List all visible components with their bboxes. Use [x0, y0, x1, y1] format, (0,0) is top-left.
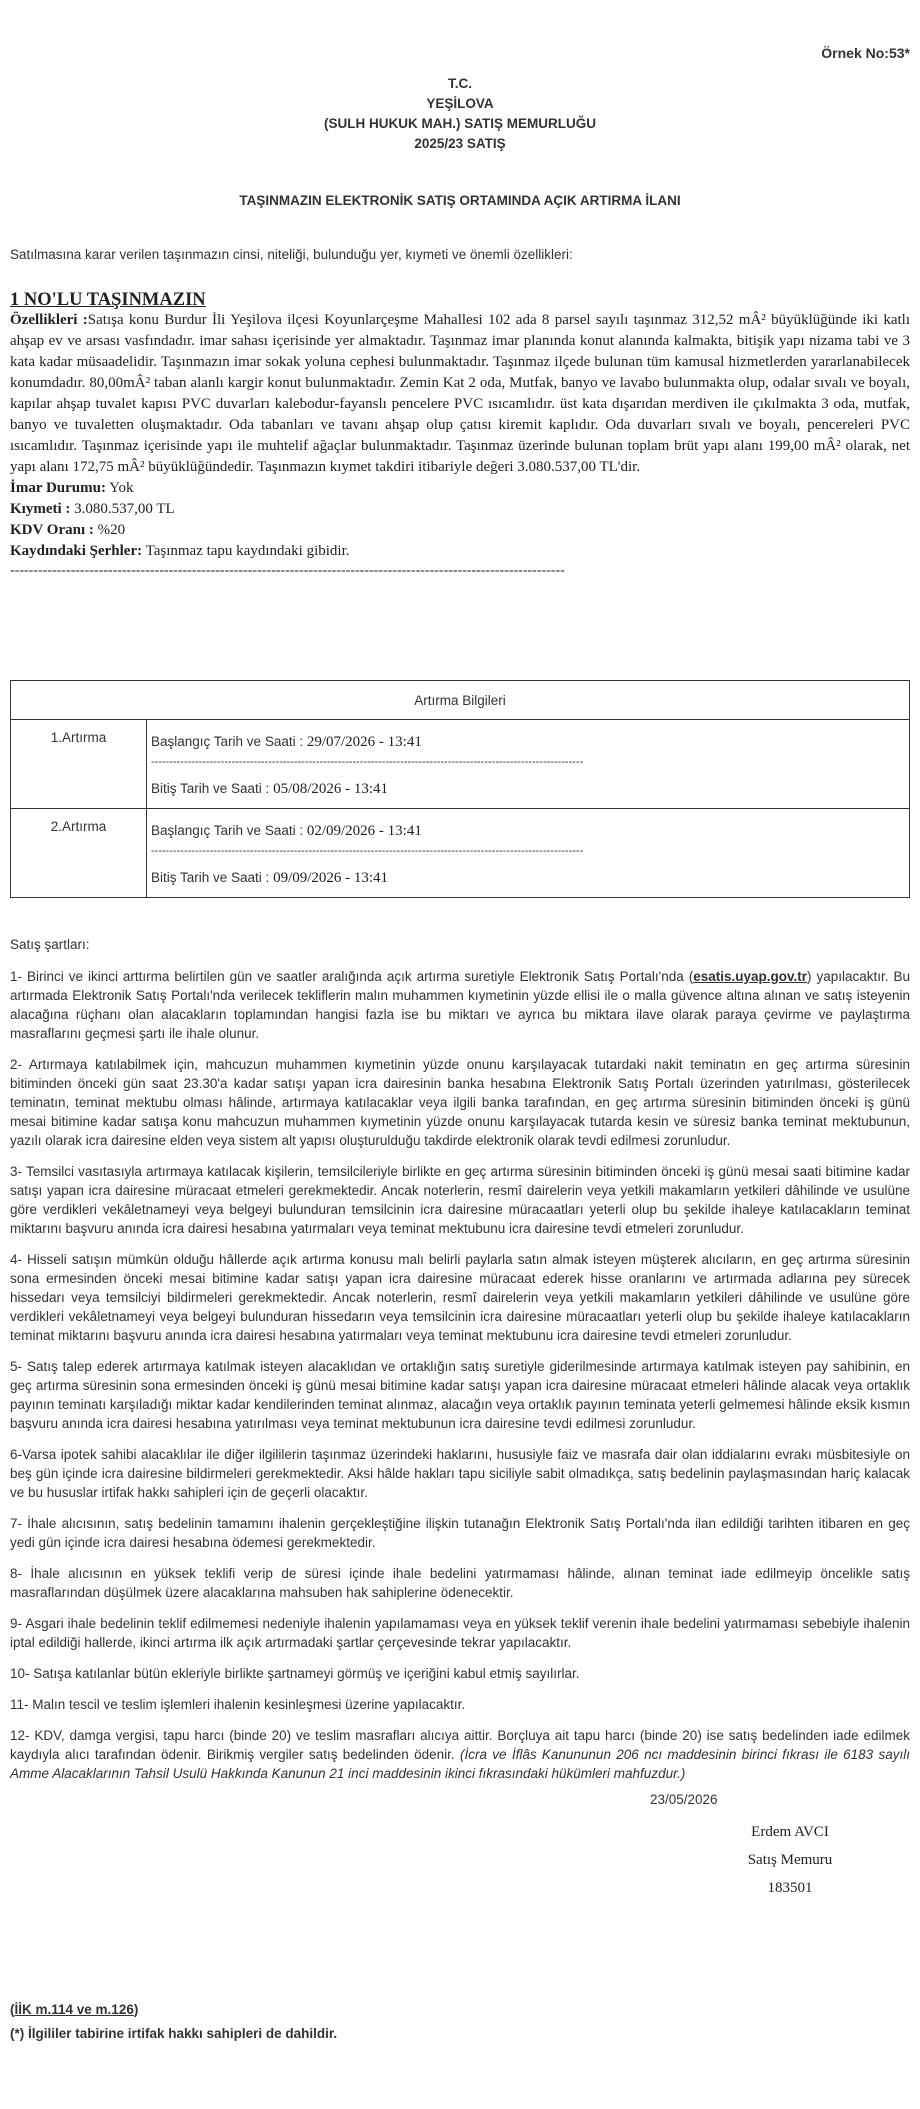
footnote-stakeholders: (*) İlgililer tabirine irtifak hakkı sahipleri de dahildir.: [10, 2026, 338, 2041]
zoning-label: İmar Durumu:: [10, 480, 106, 496]
condition-1-text-a: 1- Birinci ve ikinci arttırma belirtilen gün ve saatler aralığında açık artırma suretiyle Elektronik Satış Portalı'nda (: [10, 969, 694, 984]
auction-round-label: 2.Artırma: [11, 809, 147, 898]
property-title: 1 NO'LU TAŞINMAZIN: [10, 290, 206, 310]
condition-11: 11- Malın tescil ve teslim işlemleri ihalenin kesinleşmesi üzerine yapılacaktır.: [10, 1697, 466, 1712]
ornek-no: Örnek No:53*: [821, 45, 910, 61]
signer-number: 183501: [767, 1880, 813, 1896]
header-line-file: 2025/23 SATIŞ: [414, 136, 506, 151]
table-row: [11, 809, 910, 898]
auction-round-dates: [147, 720, 910, 809]
signature-date: 23/05/2026: [650, 1792, 718, 1807]
conditions-title: Satış şartları:: [10, 937, 90, 952]
vat-value: %20: [93, 522, 126, 538]
condition-2: 2- Artırmaya katılabilmek için, mahcuzun muhammen kıymetinin yüzde onunu karşılayacak tutardaki nakit teminatın en geç artırma süresinin bitiminden önceki gün saat 23.30'a kadar satışı yapan icra dairesinin banka hesabına Elektronik Satış Portalı üzerinden yatırılması, gösterilecek teminatın, teminat mektubu olması hâlinde, artırmaya katılacaklar veya ilgili banka tarafından, en geç artırma süresinin bitiminden önceki iş günü mesai bitimine kadar satışa konu mahcuzun muhammen kıymetinin yüzde onunu karşılayacak tutarda kesin ve süresiz banka teminat mektubunun, yazılı olarak icra dairesine elden veya sistem alt yapısı oluşturulduğu takdirde elektronik olarak tevdi edilmesi zorunludur.: [10, 1057, 910, 1148]
condition-12-law-note: (İcra ve İflâs Kanununun 206 ncı maddesinin birinci fıkrası ile 6183 sayılı Amme Alacaklarının Tahsil Usulü Hakkında Kanunun 21 inci maddesinin ikinci fıkrasındaki hükümleri mahfuzdur.): [10, 1747, 911, 1781]
annotations-label: Kaydındaki Şerhler:: [10, 543, 143, 559]
value-amount: 3.080.537,00 TL: [70, 501, 175, 517]
zoning-value: Yok: [105, 480, 134, 496]
start-label: Başlangıç Tarih ve Saati :: [151, 734, 307, 749]
value-label: Kıymeti :: [10, 501, 71, 517]
law-ref-link[interactable]: İİK m.114 ve m.126: [14, 2002, 134, 2017]
header-line-office: (SULH HUKUK MAH.) SATIŞ MEMURLUĞU: [324, 116, 596, 131]
condition-12-text: 12- KDV, damga vergisi, tapu harcı (binde 20) ve teslim masrafları alıcıya aittir. Borçluya ait tapu harcı (binde 20) ise satış bedelinden iade edilmek kaydıyla alıcı tarafından ödenir. Birikmiş vergiler satış bedelinden ödenir.: [10, 1728, 910, 1762]
start-datetime: 02/09/2026 - 13:41: [306, 823, 422, 839]
vat-rate: [10, 520, 910, 541]
property-features: [10, 310, 910, 478]
end-label: Bitiş Tarih ve Saati :: [151, 870, 274, 885]
office-header: [10, 74, 910, 154]
condition-4: 4- Hisseli satışın mümkün olduğu hâllerde açık artırma konusu malı belirli paylarla satın almak isteyen müşterek alıcıların, en geç artırma süresinin sona ermesinden önceki mesai bitimine kadar satışı yapan icra dairesine müracaat ederek hisse oranlarını ve artırmada adlarına pey sürecek hissedarı veya temsilciyi bildirmeleri gerekmektedir. Ancak noterlerin, resmî dairelerin veya yetkili makamların yetkileri dâhilinde ve usulüne göre verdikleri vekâletnameyi veya belgeyi bulunduran hissedarın veya temsilcinin icra dairesine müracaatları yeterli olup bu şekilde ihaleye katılacakların teminat miktarını başvuru anında icra dairesi hesabına yatırmaları veya teminat mektubunu icra dairesine tevdi etmeleri zorunludur.: [10, 1252, 910, 1343]
auction-round-dates: [147, 809, 910, 898]
announcement-title: TAŞINMAZIN ELEKTRONİK SATIŞ ORTAMINDA AÇIK ARTIRMA İLANI: [239, 193, 681, 208]
date-separator: ----------------------------------------------------------------------------------------------------------------------: [151, 845, 584, 857]
auction-info-table: [10, 680, 910, 898]
property-section: [10, 290, 910, 580]
condition-8: 8- İhale alıcısının en yüksek teklifi verip de süresi içinde ihale bedelini yatırmaması hâlinde, alınan teminat iade edilmeyip öncelikle satış masraflarından düşülmek üzere alacaklarına mahsuben hak sahiplerine ödenecektir.: [10, 1566, 910, 1600]
paren-close: ): [133, 2002, 139, 2017]
footnote-law-ref: [10, 2002, 138, 2017]
signer-name: Erdem AVCI: [751, 1824, 829, 1840]
signer-title: Satış Memuru: [747, 1852, 833, 1868]
condition-3: 3- Temsilci vasıtasıyla artırmaya katılacak kişilerin, temsilcileriyle birlikte en geç artırma süresinin bitiminden önceki iş günü mesai saati bitimine kadar satışı yapan icra dairesine müracaat etmeleri gerekmektedir. Ancak noterlerin, resmî dairelerin veya yetkili makamların yetkileri dâhilinde ve usulüne göre verdikleri vekâletnameyi veya belgeyi bulunduran temsilcinin icra dairesine müracaatları yeterli olup bu şekilde ihaleye katılacakların teminat miktarını başvuru anında icra dairesi hesabına yatırmaları veya teminat mektubunu icra dairesine tevdi etmeleri zorunludur.: [10, 1164, 910, 1236]
condition-9: 9- Asgari ihale bedelinin teklif edilmemesi nedeniyle ihalenin yapılamaması veya en yüksek teklif verenin ihale bedelini yatırmaması sebebiyle ihalenin iptal edildiği hallerde, ikinci artırma ilk açık artırmadaki şartlar çerçevesinde tekrar yapılacaktır.: [10, 1616, 910, 1650]
intro-text: Satılmasına karar verilen taşınmazın cinsi, niteliği, bulunduğu yer, kıymeti ve önemli özellikleri:: [10, 247, 573, 262]
esatis-link[interactable]: esatis.uyap.gov.tr: [693, 969, 807, 984]
auction-table-header: Artırma Bilgileri: [11, 681, 910, 720]
property-value: [10, 499, 910, 520]
registry-annotations: [10, 541, 910, 562]
start-label: Başlangıç Tarih ve Saati :: [151, 823, 307, 838]
end-datetime: 05/08/2026 - 13:41: [273, 781, 389, 797]
vat-label: KDV Oranı :: [10, 522, 94, 538]
condition-5: 5- Satış talep ederek artırmaya katılmak isteyen alacaklıdan ve ortaklığın satış suretiyle giderilmesinde artırmaya katılmak isteyen pay sahibinin, en geç artırma süresinin sona ermesinden önceki iş günü mesai bitimine kadar satışı yapan icra dairesine müracaat etmeleri hâlinde alacak veya ortaklık payının teminatı karşıladığı miktar kadar kendilerinden teminat alınmaz, alacağın veya ortaklık payının teminata yeterli gelmemesi hâlinde eksik kısmın başvuru anında icra dairesi hesabına yatırılması veya teminat mektubunun icra dairesine tevdi edilmesi zorunludur.: [10, 1359, 910, 1431]
date-separator: ----------------------------------------------------------------------------------------------------------------------: [151, 756, 584, 768]
paren-open: (: [10, 2002, 15, 2017]
features-label: Özellikleri :: [10, 312, 88, 328]
condition-12: [10, 1726, 910, 1783]
condition-7: 7- İhale alıcısının, satış bedelinin tamamını ihalenin gerçekleştiğine ilişkin tutanağın Elektronik Satış Portalı'nda ilan edildiği tarihten itibaren en geç yedi gün içinde icra dairesi hesabına ödemesi gerekmektedir.: [10, 1516, 910, 1550]
header-line-town: YEŞİLOVA: [426, 96, 494, 111]
condition-1: [10, 967, 910, 1043]
condition-1-text-b: ) yapılacaktır. Bu artırmada Elektronik Satış Portalı'nda verilecek tekliflerin malın muhammen kıymetinin yüzde ellisi ile o malla güvence altına alınan ve satış isteyenin alacağına rüçhanı olan alacakların toplamından hangisi fazla ise bu miktarı ve ayrıca bu miktara ilave olarak paraya çevirme ve paylaştırma masraflarını geçmesi şartı ile ihale olunur.: [10, 969, 910, 1041]
end-datetime: 09/09/2026 - 13:41: [273, 870, 389, 886]
auction-round-label: 1.Artırma: [11, 720, 147, 809]
start-datetime: 29/07/2026 - 13:41: [306, 734, 422, 750]
sale-conditions: [10, 935, 910, 1795]
end-label: Bitiş Tarih ve Saati :: [151, 781, 274, 796]
zoning-status: [10, 478, 910, 499]
signature-block: [670, 1818, 910, 1902]
header-line-tc: T.C.: [447, 76, 472, 91]
annotations-value: Taşınmaz tapu kaydındaki gibidir.: [142, 543, 350, 559]
condition-6: 6-Varsa ipotek sahibi alacaklılar ile diğer ilgililerin taşınmaz üzerindeki haklarını, hususiyle faiz ve masrafa dair olan iddialarını evrakı müsbitesiyle on beş gün içinde icra dairesine bildirmeleri gerekmektedir. Aksi hâlde hakları tapu siciliyle sabit olmadıkça, satış bedelinin paylaşmasından hariç kalacak ve bu hususlar irtifak hakkı sahipleri için de geçerli olacaktır.: [10, 1447, 910, 1500]
features-text: Satışa konu Burdur İli Yeşilova ilçesi Koyunlarçeşme Mahallesi 102 ada 8 parsel sayılı taşınmaz 312,52 mÂ² büyüklüğünde iki katlı ahşap ev ve arsası vasfındadır. imar sahası içerisinde yer almaktadır. Taşınmaz imar planında konut alanında kalmakta, bitişik yapı nizama tabi ve 3 kata kadar müsaadelidir. Taşınmazın imar sokak yoluna cephesi bulunmaktadır. Taşınmaz ilçede bulunan tüm kamusal hizmetlerden yararlanabilecek konumdadır. 80,00mÂ² taban alanlı kargir konut bulunmaktadır. Zemin Kat 2 oda, Mutfak, banyo ve lavabo bulunmakta olup, odalar sıvalı ve boyalı, kapılar ahşap tuvalet kapısı PVC duvarları kalebodur-fayanslı pencelere PVC ısıcamlıdır. üst kata dışarıdan merdiven ile çıkılmakta 3 oda, mutfak, banyo ve tuvaletten oluşmaktadır. Oda tabanları ve tavanı ahşap olup çatısı kiremit kaplıdır. Oda duvarları sıvalı ve boyalı, pencereleri PVC ısıcamlıdır. Taşınmaz içerisinde yapı ile muhtelif ağaçlar bulunmaktadır. Taşınmaz üzerinde bulunan toplam brüt yapı alanı 199,00 mÂ² olarak, net yapı alanı 172,75 mÂ² büyüklüğündedir. Taşınmazın kıymet takdiri itibariyle değeri 3.080.537,00 TL'dir.: [10, 312, 910, 475]
condition-10: 10- Satışa katılanlar bütün ekleriyle birlikte şartnameyi görmüş ve içeriğini kabul etmiş sayılırlar.: [10, 1666, 580, 1681]
table-row: [11, 720, 910, 809]
section-divider: -----------------------------------------------------------------------------------------------------------------------: [10, 563, 565, 578]
